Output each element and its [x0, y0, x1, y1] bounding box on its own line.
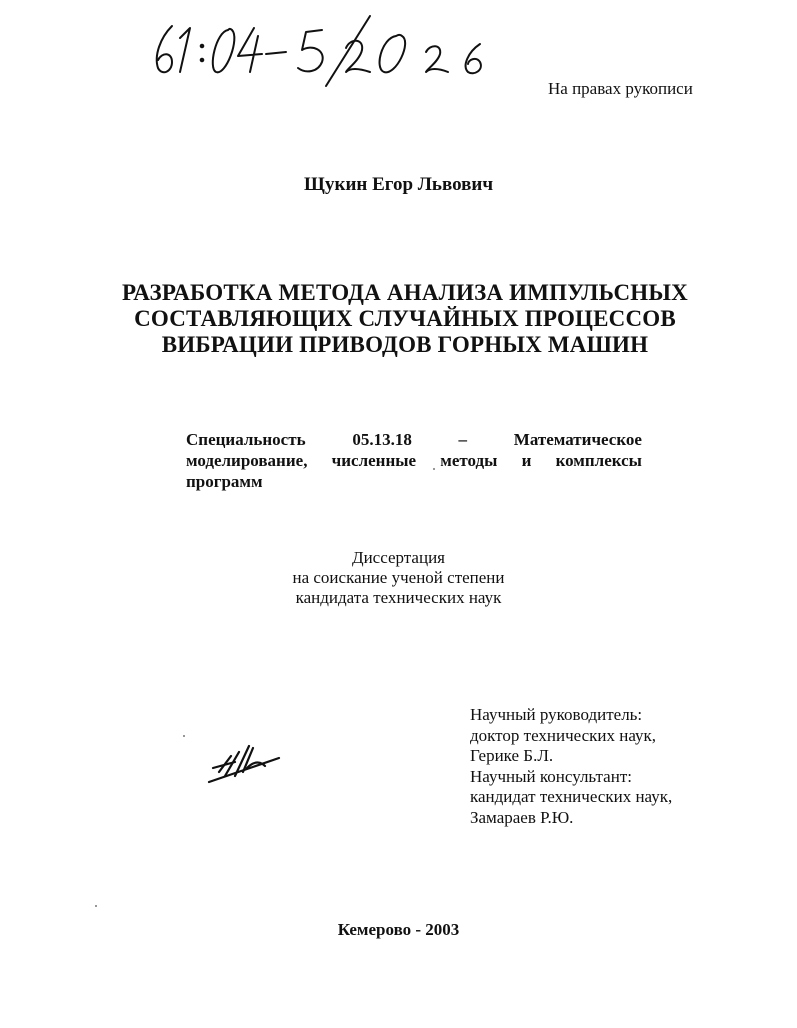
dash: –: [458, 430, 468, 449]
advisors-block: [470, 705, 672, 828]
specialty-word: численные: [331, 451, 417, 470]
specialty-block: [186, 429, 642, 492]
advisor-line: Научный консультант:: [470, 766, 632, 786]
advisor-line: Замараев Р.Ю.: [470, 807, 574, 827]
specialty-word: моделирование,: [186, 451, 308, 470]
degree-line: на соискание ученой степени: [292, 568, 505, 587]
specialty-line: [186, 429, 642, 450]
specialty-word: комплексы: [555, 451, 642, 470]
specialty-word: методы: [440, 451, 498, 470]
specialty-word: и: [521, 451, 532, 470]
degree-line: кандидата технических наук: [295, 588, 502, 607]
title-line: ВИБРАЦИИ ПРИВОДОВ ГОРНЫХ МАШИН: [161, 332, 649, 357]
scan-speck: [95, 905, 97, 907]
advisor-line: Герике Б.Л.: [470, 746, 554, 765]
scan-speck: [183, 735, 185, 737]
advisor-line: кандидат технических наук,: [470, 787, 673, 806]
rights-notice: На правах рукописи: [548, 79, 693, 98]
degree-line: Диссертация: [351, 548, 445, 567]
specialty-word: Математическое: [513, 430, 642, 449]
specialty-code: 05.13.18: [352, 430, 412, 449]
city-year: Кемерово - 2003: [337, 920, 460, 939]
dissertation-title: [60, 280, 750, 358]
author-name: Щукин Егор Львович: [303, 174, 494, 195]
specialty-label: Специальность: [186, 430, 306, 449]
specialty-line: [186, 450, 642, 471]
specialty-line: программ: [186, 472, 263, 491]
title-line: СОСТАВЛЯЮЩИХ СЛУЧАЙНЫХ ПРОЦЕССОВ: [134, 306, 676, 331]
scan-speck: [433, 468, 435, 470]
advisor-line: доктор технических наук,: [470, 725, 657, 745]
handwritten-catalog-code: [150, 8, 560, 88]
advisor-line: Научный руководитель:: [470, 705, 643, 724]
signature-mark: [205, 742, 285, 787]
title-line: РАЗРАБОТКА МЕТОДА АНАЛИЗА ИМПУЛЬСНЫХ: [122, 280, 688, 305]
degree-statement: [0, 548, 797, 608]
